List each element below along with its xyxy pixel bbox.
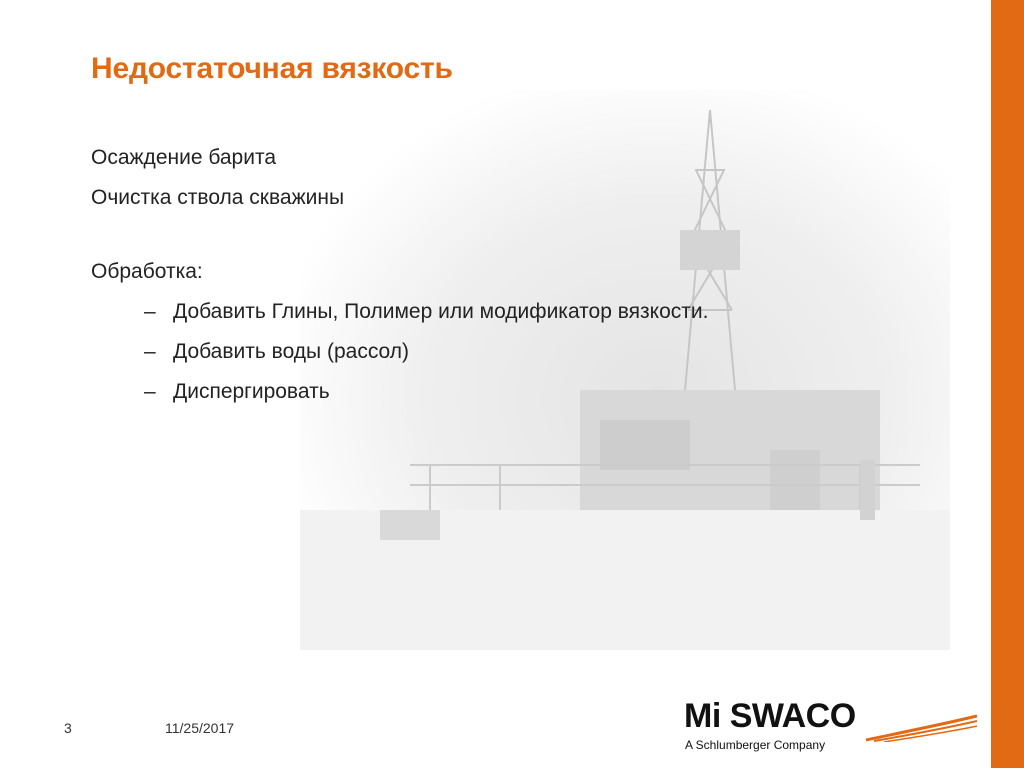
- page-number: 3: [64, 720, 72, 736]
- body-line-hole-cleaning: Очистка ствола скважины: [91, 186, 345, 209]
- bullet-dash: –: [144, 380, 156, 403]
- logo-tagline: A Schlumberger Company: [685, 738, 826, 752]
- bullet-text: Добавить воды (рассол): [173, 340, 410, 363]
- bullet-dash: –: [144, 340, 156, 363]
- bullet-item: [91, 336, 708, 376]
- treatment-heading: Обработка:: [91, 260, 203, 283]
- bullet-item: [91, 296, 708, 336]
- mi-swaco-logo: [684, 698, 984, 758]
- slide-title: Недостаточная вязкость: [91, 52, 453, 85]
- slide-date: 11/25/2017: [165, 720, 235, 736]
- logo-wordmark: Mi SWACO: [684, 697, 856, 735]
- accent-bar: [991, 0, 1024, 768]
- bullet-text: Добавить Глины, Полимер или модификатор вязкости.: [173, 300, 709, 323]
- bullet-item: [91, 376, 708, 416]
- bullet-dash: –: [144, 300, 156, 323]
- logo-swoosh-icon: [864, 706, 979, 742]
- bullet-text: Диспергировать: [173, 380, 330, 403]
- body-line-barite: Осаждение барита: [91, 146, 277, 169]
- slide-body: [91, 142, 708, 416]
